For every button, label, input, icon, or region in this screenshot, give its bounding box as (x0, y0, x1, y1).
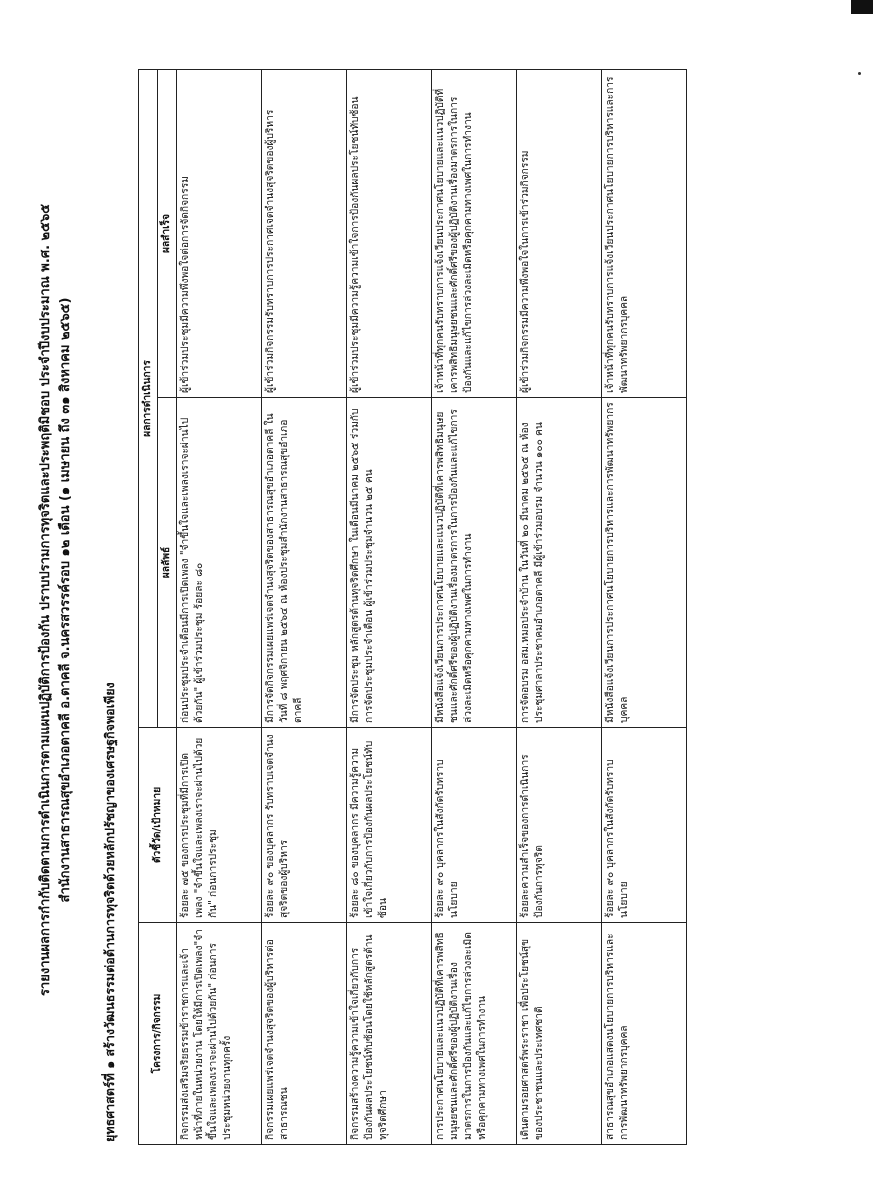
header-project: โครงการ/กิจกรรม (139, 923, 177, 1145)
report-header (36, 40, 76, 1160)
results-table (138, 69, 687, 1145)
table-row (432, 70, 517, 1145)
project-cell: กิจกรรมส่งเสริมจริยธรรมข้าราชการและเจ้าหน้าที่ภายในหน่วยงาน โดยให้มีการเปิดเพลง"จำขึ้นใจและเพลงเราจะผ่านไปด้วยกัน" ก่อนการประชุมหน่วยงานทุกครั้ง (177, 923, 262, 1145)
indicator-cell: ร้อยละ ๙๐ ของบุคลากร รับทราบเจตจำนงสุจริตของผู้บริหาร (262, 728, 347, 923)
header-results: ผลการดำเนินการ (139, 70, 158, 728)
success-cell: ผู้เข้าร่วมประชุมมีความรู้ความเข้าใจการป้องกันผลประโยชน์ทับซ้อน (347, 70, 432, 398)
indicator-cell: ร้อยละความสำเร็จของการดำเนินการป้องกันการทุจริต (517, 728, 602, 923)
report-subtitle: สำนักงานสาธารณสุขอำเภอตาคลี อ.ตาคลี จ.นครสวรรค์รอบ ๑๒ เดือน (๑ เมษายน ถึง ๓๑ สิงหาคม ๒๕๖๕) (58, 297, 73, 903)
project-cell: เดินตามรอยศาสตร์พระราชา เพื่อประโยชน์สุขของประชาชนและประเทศชาติ (517, 923, 602, 1145)
table-row (602, 70, 687, 1145)
success-cell: เจ้าหน้าที่ทุกคนรับทราบการแจ้งเวียนประกาศนโยบายการบริหารและการพัฒนาทรัพยากรบุคคล (602, 70, 687, 398)
table-row (517, 70, 602, 1145)
success-cell: เจ้าหน้าที่ทุกคนรับทราบการแจ้งเวียนประกาศนโยบายและแนวปฏิบัติที่เคารพสิทธิมนุษยชนและศักดิ์ศรีของผู้ปฏิบัติงานเรื่องมาตรการในการป้องกันและแก้ไขการล่วงละเมิดหรือคุกคามทางเพศในการทำงาน (432, 70, 517, 398)
indicator-cell: ร้อยละ ๗๕ ของการประชุมที่มีการเปิดเพลง "จำขึ้นใจและเพลงเราจะผ่านไปด้วยกัน" ก่อนการประชุม (177, 728, 262, 923)
output-cell: มีหนังสือแจ้งเวียนการประกาศนโยบายการบริหารและการพัฒนาทรัพยากรบุคคล (602, 398, 687, 728)
project-cell: การประกาศนโยบายและแนวปฏิบัติที่เคารพสิทธิมนุษยชนและศักดิ์ศรีของผู้ปฏิบัติงานเรื่องมาตรการในการป้องกันและแก้ไขการล่วงละเมิดหรือคุกคามทางเพศในการทำงาน (432, 923, 517, 1145)
project-cell: กิจกรรมสร้างความรู้ความเข้าใจเกี่ยวกับการป้องกันผลประโยชน์ทับซ้อนโดยใช้หลักสูตรต้านทุจริตศึกษา (347, 923, 432, 1145)
success-cell: ผู้เข้าร่วมกิจกรรมรับทราบการประกาศเจตจำนงสุจริตของผู้บริหาร (262, 70, 347, 398)
output-cell: ก่อนประชุมประจำเดือนมีการเปิดเพลง "จำขึ้นใจและเพลงเราจะผ่านไปด้วยกัน" ผู้เข้าร่วมประชุม ร้อยละ ๘๐ (177, 398, 262, 728)
table-row (177, 70, 262, 1145)
report-title: รายงานผลการกำกับติดตามการดำเนินการตามแผนปฏิบัติการป้องกัน ปราบปรามการทุจริตและประพฤติมิชอบ ประจำปีงบประมาณ พ.ศ. ๒๕๖๕ (38, 203, 53, 997)
header-success: ผลสำเร็จ (158, 70, 177, 398)
success-cell: ผู้เข้าร่วมกิจกรรมมีความพึงพอใจในการเข้าร่วมกิจกรรม (517, 70, 602, 398)
output-cell: มีหนังสือแจ้งเวียนการประกาศนโยบายและแนวปฏิบัติที่เคารพสิทธิมนุษยชนและศักดิ์ศรีของผู้ปฏิบัติงานเรื่องมาตรการในการป้องกันและแก้ไขการล่วงละเมิดหรือคุกคามทางเพศในการทำงาน (432, 398, 517, 728)
project-cell: สาธารณสุขอำเภอแสดงนโยบายการบริหารและการพัฒนาทรัพยากรบุคคล (602, 923, 687, 1145)
strategy-heading: ยุทธศาสตร์ที่ ๑ สร้างวัฒนธรรมต่อต้านการทุจริตด้วยหลักปรัชญาของเศรษฐกิจพอเพียง (102, 682, 117, 1142)
success-cell: ผู้เข้าร่วมประชุมมีความพึงพอใจต่อการจัดกิจกรรม (177, 70, 262, 398)
header-indicator: ตัวชี้วัด/เป้าหมาย (139, 728, 177, 923)
project-cell: กิจกรรมเผยแพร่เจตจำนงสุจริตของผู้บริหารต่อสาธารณชน (262, 923, 347, 1145)
output-cell: การจัดอบรม อสม.หมอประจำบ้าน ในวันที่ ๒๐ มีนาคม ๒๕๖๕ ณ ห้องประชุมศาลาประชาคมอำเภอตาคลี มีผู้เข้าร่วมอบรม จำนวน ๑๐๐ คน (517, 398, 602, 728)
table-row (347, 70, 432, 1145)
table-row (262, 70, 347, 1145)
indicator-cell: ร้อยละ ๘๐ ของบุคลากร มีความรู้ความเข้าใจเกี่ยวกับการป้องกันผลประโยชน์ทับซ้อน (347, 728, 432, 923)
output-cell: มีการจัดประชุม หลักสูตรต้านทุจริตศึกษา ในเดือนมีนาคม ๒๕๖๕ ร่วมกับการจัดประชุมประจำเดือน ผู้เข้าร่วมประชุมจำนวน ๒๕ คน (347, 398, 432, 728)
output-cell: มีการจัดกิจกรรมเผยแพร่เจตจำนงสุจริตของสาธารณสุขอำเภอตาคลี ในวันที่ ๘ พฤศจิกายน ๒๕๖๔ ณ ห้องประชุมสำนักงานสาธารณสุขอำเภอตาคลี (262, 398, 347, 728)
header-output: ผลลัพธ์ (158, 398, 177, 728)
indicator-cell: ร้อยละ ๙๐ บุคลากรในสังกัดรับทราบนโยบาย (602, 728, 687, 923)
indicator-cell: ร้อยละ ๙๐ บุคลากรในสังกัดรับทราบนโยบาย (432, 728, 517, 923)
